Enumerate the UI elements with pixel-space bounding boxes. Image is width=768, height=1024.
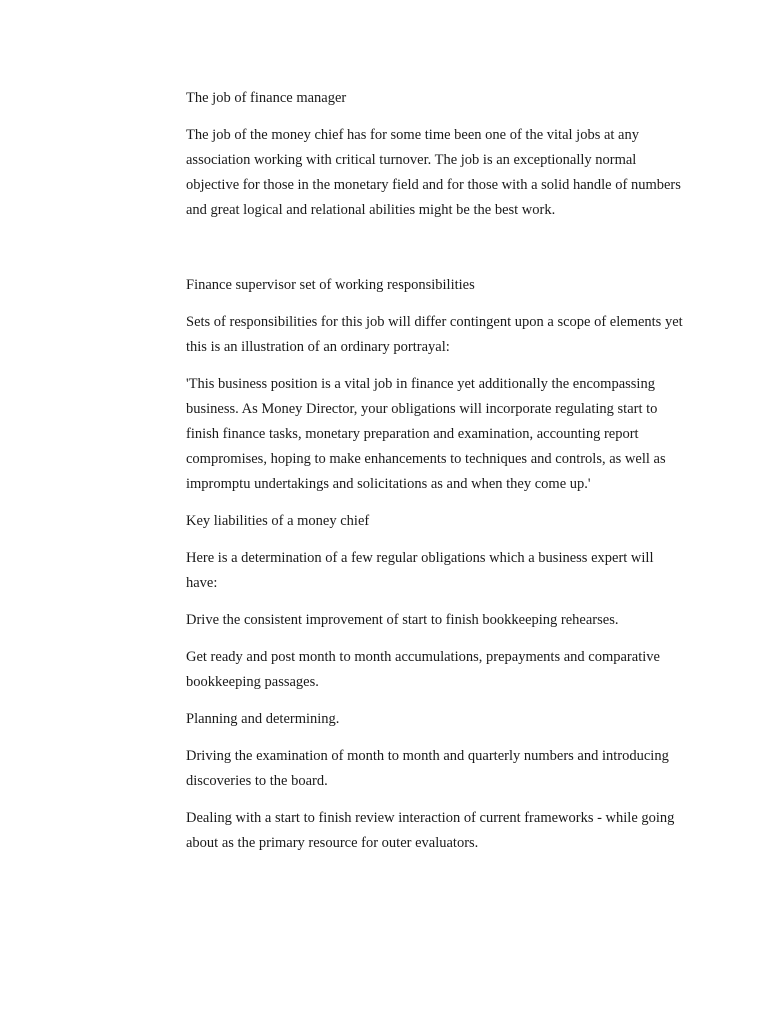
section-heading-finance-manager: The job of finance manager	[186, 90, 347, 106]
paragraph-quote: 'This business position is a vital job in finance yet additionally the encompassing business. As Money Director, your obligations will incorporate regulating start to finish finance tasks, monetary preparation and examination, accounting report compromises, hoping to make enhancements to techniques and controls, as well as impromptu undertakings and solicitations as and when they come up.'	[186, 376, 666, 492]
document-page	[186, 86, 686, 868]
section-heading-key-liabilities: Key liabilities of a money chief	[186, 513, 370, 529]
paragraph-obligations-intro: Here is a determination of a few regular obligations which a business expert will have:	[186, 550, 654, 591]
list-item-bookkeeping: Drive the consistent improvement of start to finish bookkeeping rehearses.	[186, 612, 619, 628]
list-item-planning: Planning and determining.	[186, 711, 340, 727]
list-item-examination: Driving the examination of month to month and quarterly numbers and introducing discoveries to the board.	[186, 748, 669, 789]
list-item-accumulations: Get ready and post month to month accumulations, prepayments and comparative bookkeeping passages.	[186, 649, 660, 690]
section-heading-responsibilities: Finance supervisor set of working responsibilities	[186, 277, 475, 293]
paragraph-intro: The job of the money chief has for some time been one of the vital jobs at any association working with critical turnover. The job is an exceptionally normal objective for those in the monetary field and for those with a solid handle of numbers and great logical and relational abilities might be the best work.	[186, 127, 681, 218]
paragraph-responsibilities-intro: Sets of responsibilities for this job will differ contingent upon a scope of elements yet this is an illustration of an ordinary portrayal:	[186, 314, 683, 355]
list-item-review: Dealing with a start to finish review interaction of current frameworks - while going about as the primary resource for outer evaluators.	[186, 810, 675, 851]
